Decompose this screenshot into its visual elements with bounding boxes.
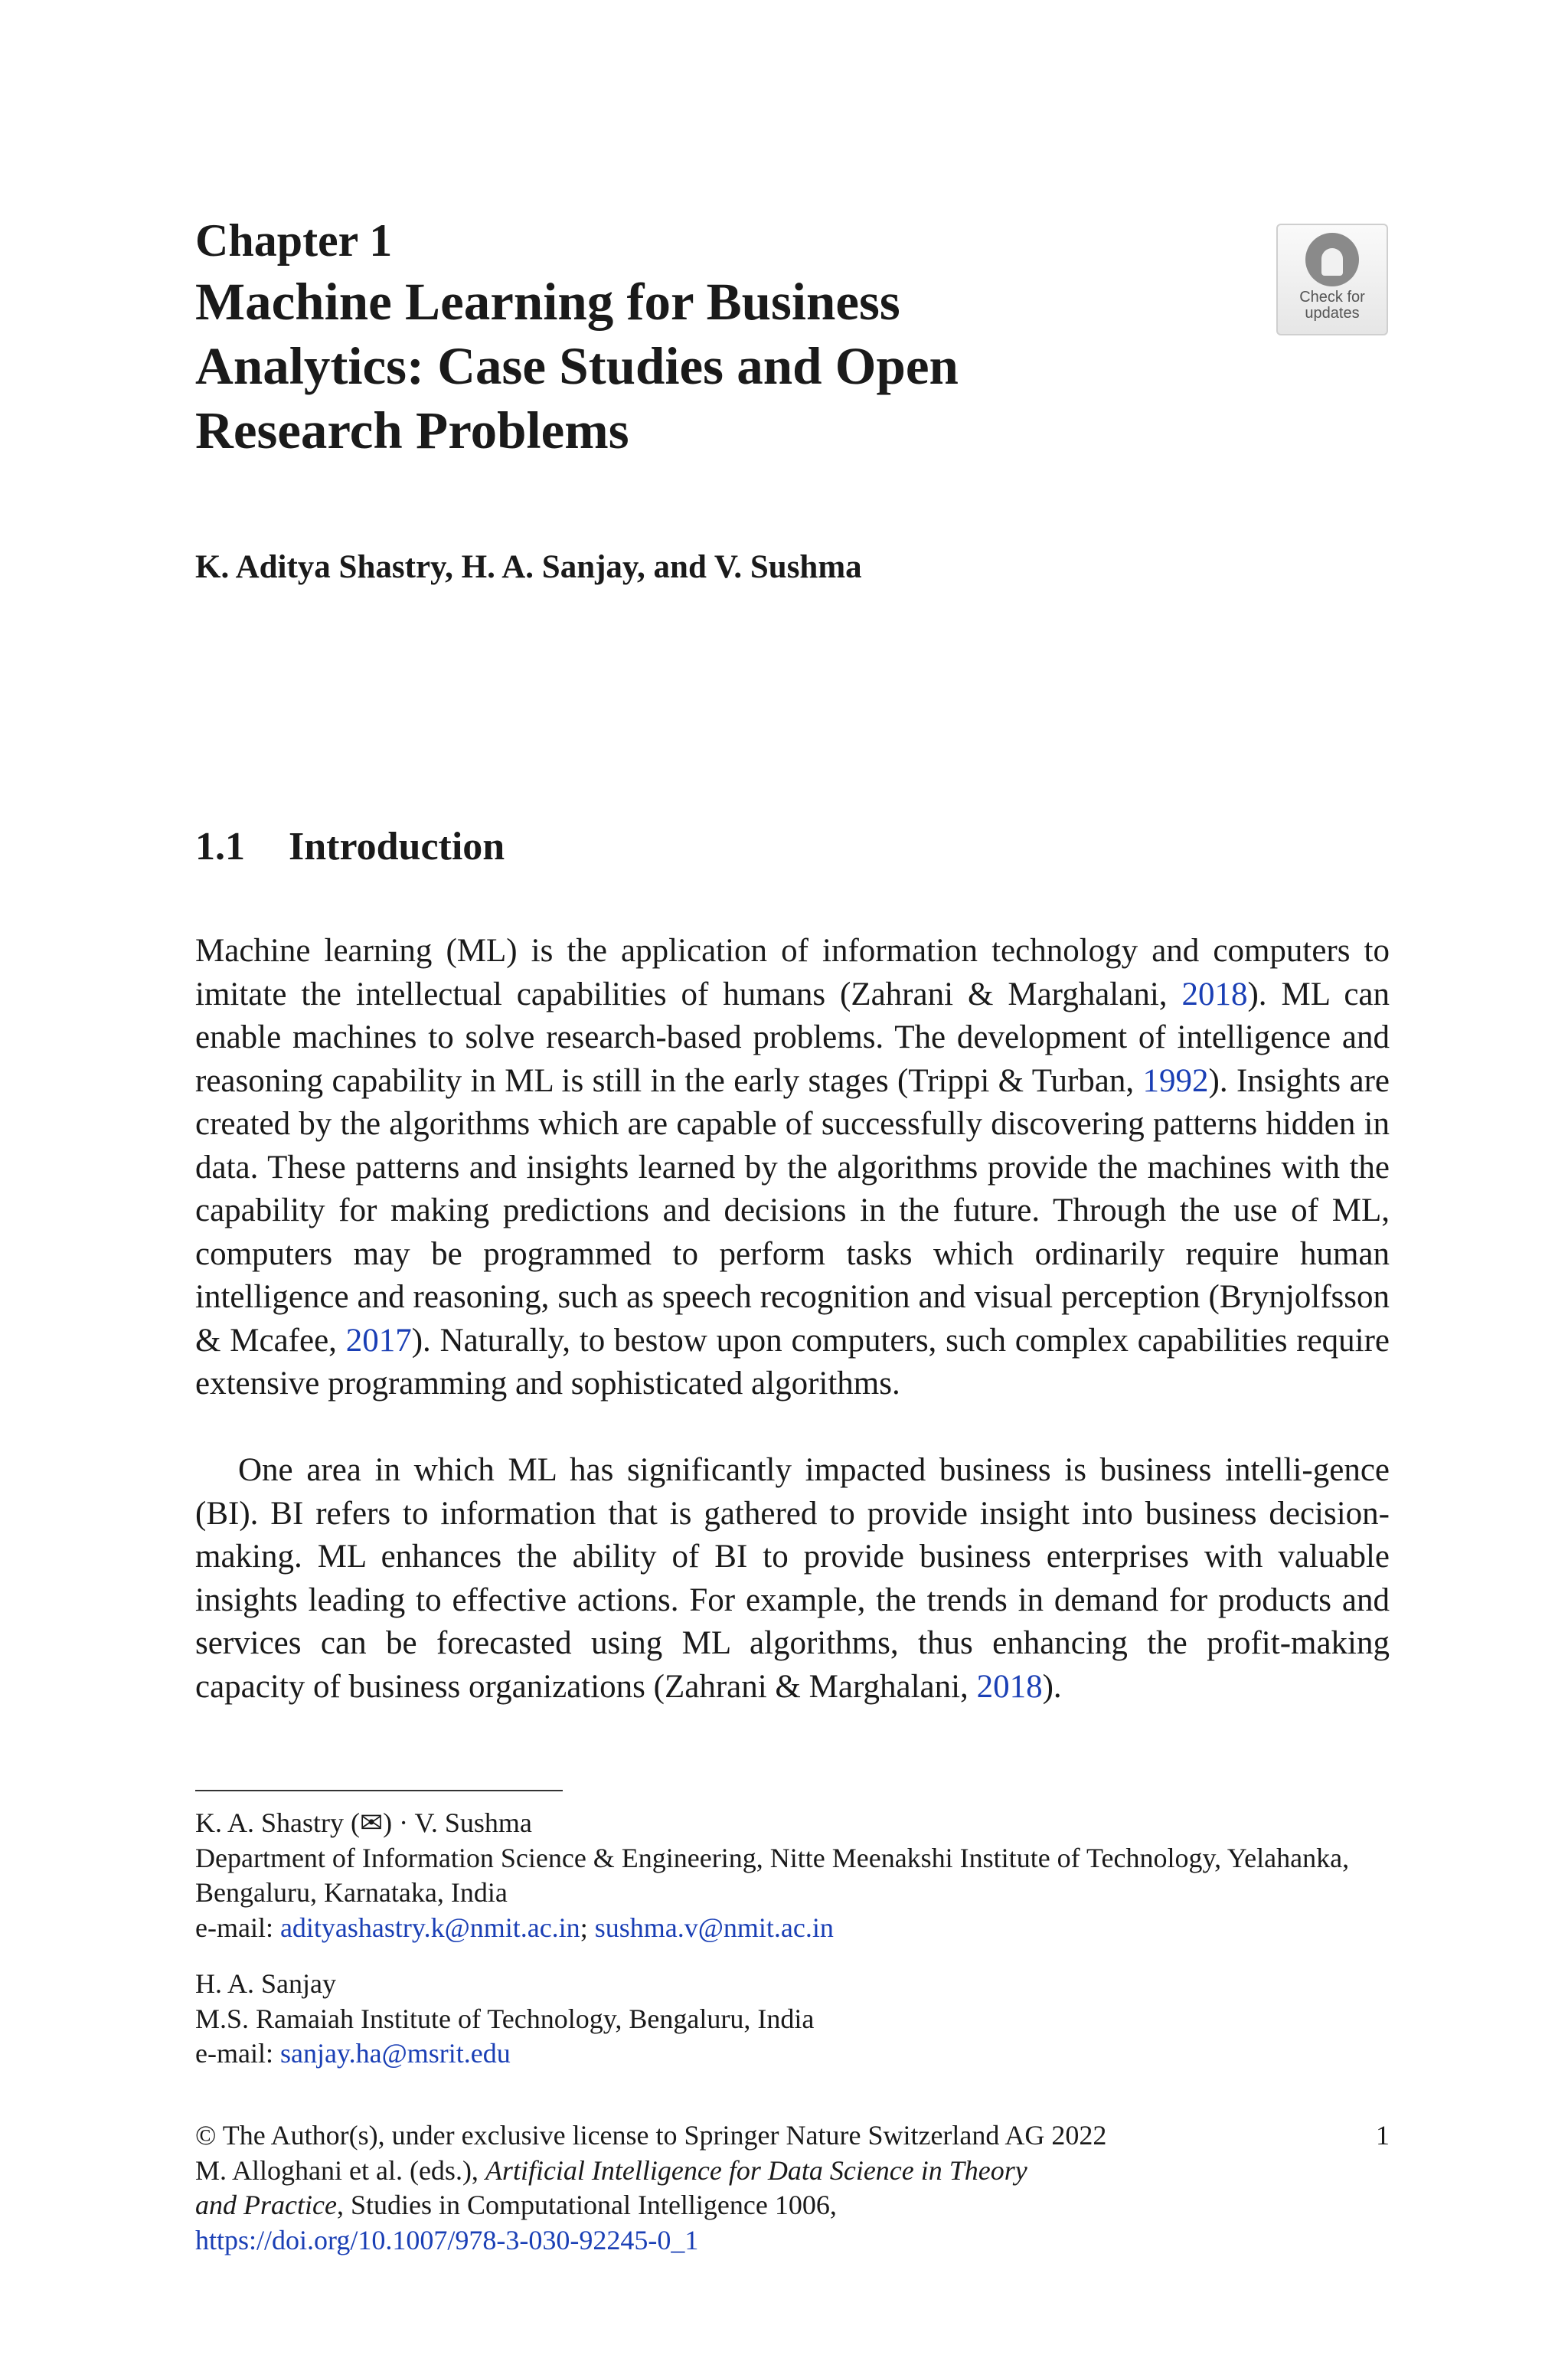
section-number: 1.1 — [195, 825, 245, 868]
chapter-label: Chapter 1 — [195, 215, 393, 266]
citation-link[interactable]: 1992 — [1142, 1062, 1209, 1099]
authors: K. Aditya Shastry, H. A. Sanjay, and V. Sushma — [195, 549, 862, 585]
check-for-updates-badge[interactable] — [1276, 224, 1388, 335]
paragraph-text: ). — [1042, 1668, 1062, 1705]
email-link[interactable]: sushma.v@nmit.ac.in — [594, 1912, 834, 1943]
footnote-affiliation-2 — [195, 1967, 1390, 2072]
citation-link[interactable]: 2018 — [976, 1668, 1043, 1705]
footnote-affiliation: M.S. Ramaiah Institute of Technology, Bengaluru, India — [195, 2003, 815, 2034]
paragraph-text: ). ML can enable machines to solve research-based problems. The development of intelligence and reasoning capability in ML is still in the early stages (Trippi & Turban, — [195, 976, 1390, 1099]
email-label: e-mail: — [195, 1912, 280, 1943]
section-title: Introduction — [289, 825, 505, 868]
footnote-email-line — [195, 1911, 1390, 1946]
paragraph-text: One area in which ML has significantly impacted business is business intelli-gence (BI). BI refers to information that is gathered to provide insight into business decision-making. ML enhances the ability of BI to provide business enterprises with valuable insights leading to effective actions. For example, the trends in demand for products and services can be forecasted using ML algorithms, thus enhancing the profit-making capacity of business organizations (Zahrani & Marghalani, — [195, 1452, 1390, 1705]
check-for-updates-icon — [1305, 233, 1359, 286]
citation-link[interactable]: 2018 — [1181, 976, 1248, 1012]
citation-link[interactable]: 2017 — [345, 1322, 412, 1359]
copyright-line: © The Author(s), under exclusive license to Springer Nature Switzerland AG 2022 — [195, 2120, 1107, 2151]
chapter-title — [195, 270, 1114, 463]
doi-link[interactable]: https://doi.org/10.1007/978-3-030-92245-0_1 — [195, 2224, 699, 2255]
footnote-email-line — [195, 2036, 1390, 2072]
email-link[interactable]: sanjay.ha@msrit.edu — [279, 2038, 511, 2069]
chapter-title-line: Analytics: Case Studies and Open — [195, 337, 959, 395]
email-label: e-mail: — [195, 2038, 280, 2069]
book-citation-line — [195, 2154, 1390, 2189]
email-separator: ; — [580, 1912, 595, 1943]
footnote-names: H. A. Sanjay — [195, 1968, 336, 1999]
series: , Studies in Computational Intelligence 1006, — [336, 2190, 837, 2220]
paragraph-text: ). Insights are created by the algorithms which are capable of successfully discovering patterns hidden in data. These patterns and insights learned by the algorithms provide the machines with the capability for making predictions and decisions in the future. Through the use of ML, computers may be programmed to perform tasks which ordinarily require human intelligence and reasoning, such as speech recognition and visual perception (Brynjolfsson & Mcafee, — [195, 1062, 1390, 1359]
paragraph-2 — [195, 1449, 1390, 1709]
badge-text-line: Check for — [1299, 289, 1365, 306]
footnote-affiliation-1 — [195, 1806, 1390, 1945]
book-citation-line — [195, 2188, 1390, 2223]
footnote-names: K. A. Shastry (✉) · V. Sushma — [195, 1807, 532, 1838]
footnote-divider — [195, 1790, 563, 1791]
paragraph-1 — [195, 930, 1390, 1406]
chapter-title-line: Machine Learning for Business — [195, 273, 900, 331]
paragraph-text: Machine learning (ML) is the application of information technology and computers to imitate the intellectual capabilities of humans (Zahrani & Marghalani, — [195, 933, 1390, 1012]
email-link[interactable]: adityashastry.k@nmit.ac.in — [279, 1912, 580, 1943]
page-number: 1 — [1376, 2120, 1390, 2151]
chapter-title-line: Research Problems — [195, 401, 629, 460]
badge-text-line: updates — [1305, 305, 1360, 322]
book-title: Artificial Intelligence for Data Science in Theory — [485, 2154, 1027, 2186]
section-heading — [195, 824, 505, 869]
paragraph-text: ). Naturally, to bestow upon computers, such complex capabilities require extensive programming and sophisticated algorithms. — [195, 1322, 1390, 1402]
page-footer — [195, 2118, 1390, 2258]
book-title: and Practice — [195, 2190, 337, 2220]
footnote-affiliation: Department of Information Science & Engineering, Nitte Meenakshi Institute of Technology, Yelahanka, Bengaluru, Karnataka, India — [195, 1842, 1350, 1908]
editors: M. Alloghani et al. (eds.), — [195, 2154, 485, 2186]
